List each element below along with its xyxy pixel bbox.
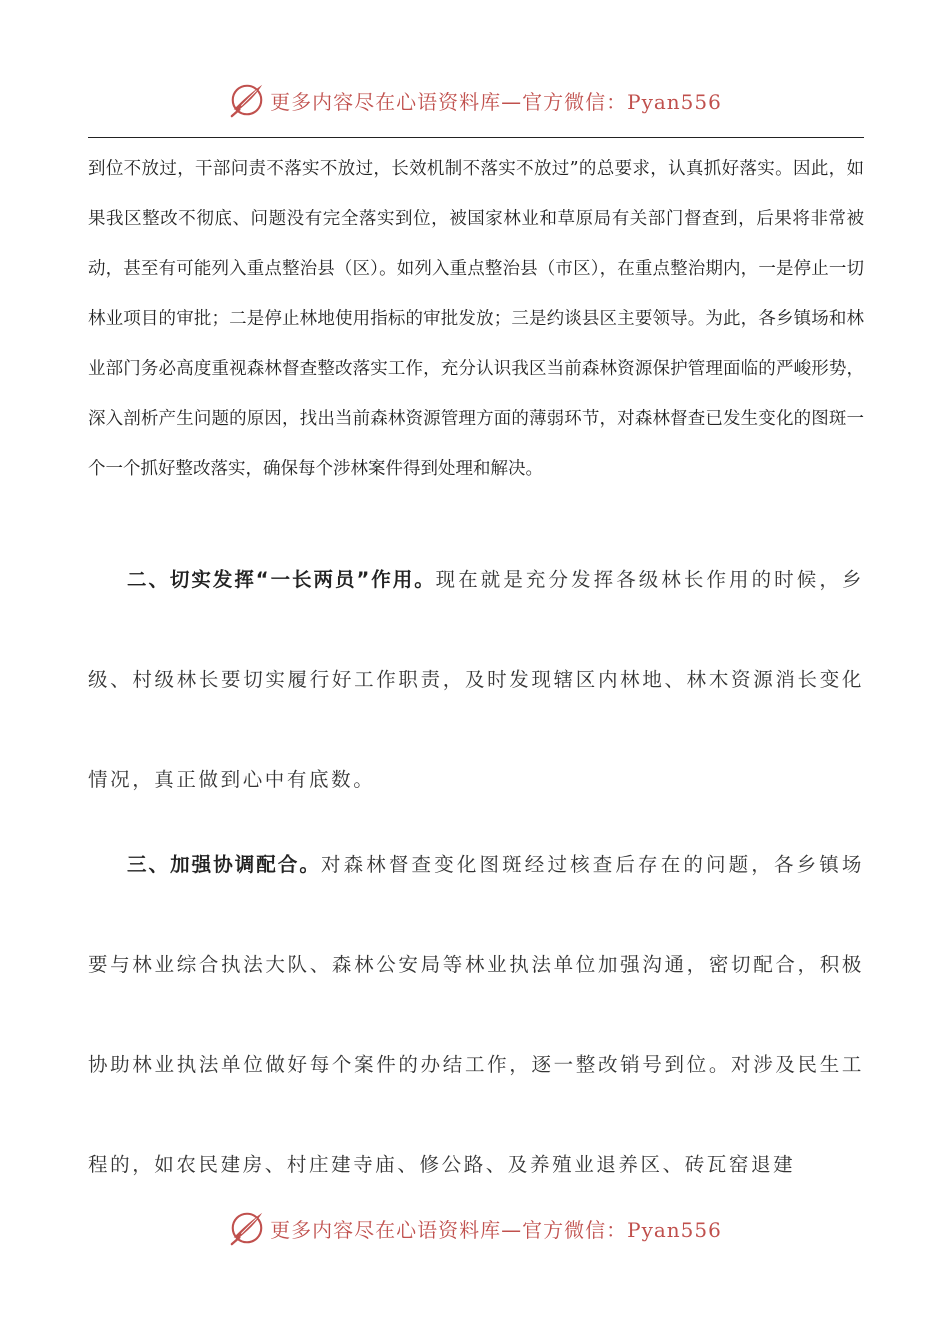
paragraph-continued: 到位不放过，干部问责不落实不放过，长效机制不落实不放过”的总要求，认真抓好落实。因此，如果我区整改不彻底、问题没有完全落实到位，被国家林业和草原局有关部门督查到，后果将非常被动，甚至有可能列入重点整治县（区）。如列入重点整治县（市区），在重点整治期内，一是停止一切林业项目的审批；二是停止林地使用指标的审批发放；三是约谈县区主要领导。为此，各乡镇场和林业部门务必高度重视森林督查整改落实工作，充分认识我区当前森林资源保护管理面临的严峻形势，深入剖析产生问题的原因，找出当前森林资源管理方面的薄弱环节，对森林督查已发生变化的图斑一个一个抓好整改落实，确保每个涉林案件得到处理和解决。	[88, 159, 864, 479]
quill-pen-logo-icon	[228, 81, 266, 119]
paragraph-section-three	[88, 815, 864, 1215]
quill-pen-logo-icon	[228, 1209, 266, 1247]
section-two-heading: 二、切实发挥“一长两员”作用。	[127, 568, 436, 591]
header-banner	[0, 80, 950, 120]
header-rule	[88, 137, 864, 138]
banner-text	[270, 1214, 722, 1243]
paragraph-section-two	[88, 530, 864, 830]
footer-banner	[0, 1208, 950, 1248]
section-three-heading: 三、加强协调配合。	[127, 853, 321, 876]
section-three-body: 对森林督查变化图斑经过核查后存在的问题，各乡镇场要与林业综合执法大队、森林公安局等林业执法单位加强沟通，密切配合，积极协助林业执法单位做好每个案件的办结工作，逐一整改销号到位。对涉及民生工程的，如农民建房、村庄建寺庙、修公路、及养殖业退养区、砖瓦窑退建	[88, 853, 864, 1176]
banner-slogan: 更多内容尽在心语资料库—官方微信：	[270, 1217, 628, 1242]
banner-wechat-id: Pyan556	[627, 89, 722, 114]
banner-text	[270, 86, 722, 115]
banner-wechat-id: Pyan556	[627, 1217, 722, 1242]
section-two-body: 现在就是充分发挥各级林长作用的时候，乡级、村级林长要切实履行好工作职责，及时发现辖区内林地、林木资源消长变化情况，真正做到心中有底数。	[88, 568, 864, 791]
banner-slogan: 更多内容尽在心语资料库—官方微信：	[270, 89, 628, 114]
